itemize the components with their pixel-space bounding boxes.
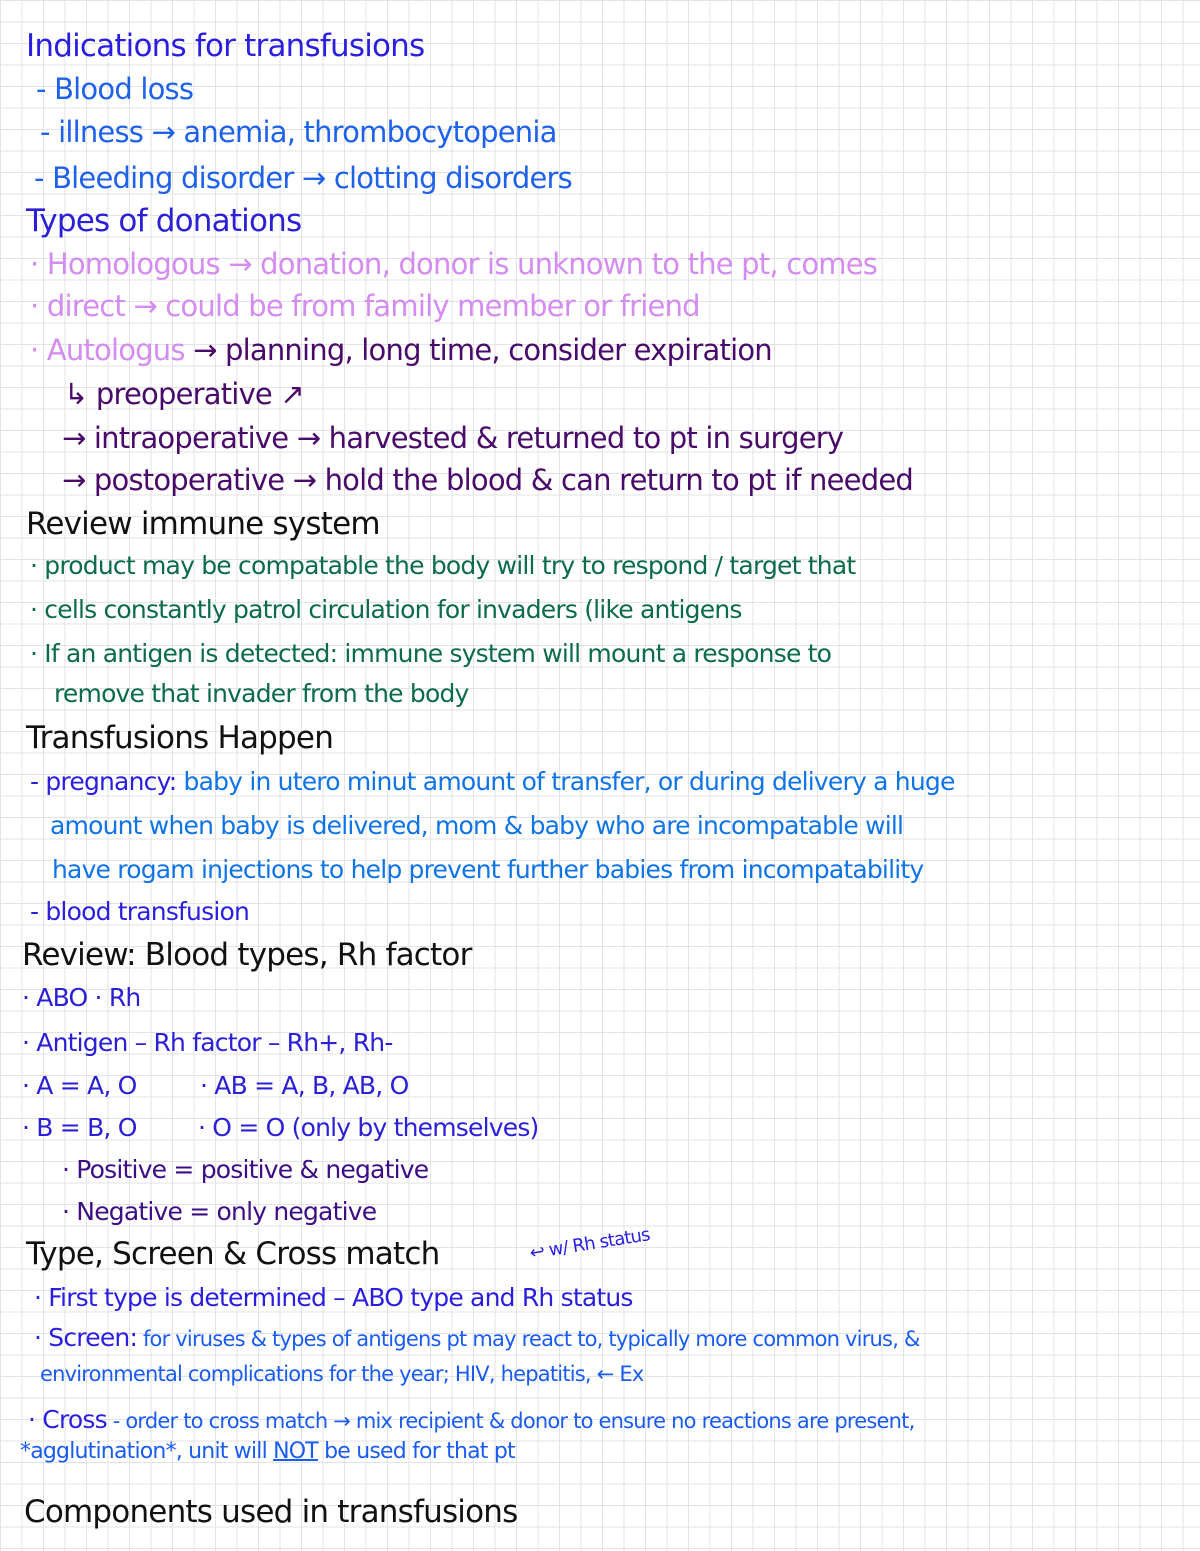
indications-item-3: - Bleeding disorder → clotting disorders	[34, 161, 572, 195]
happen-pregnancy-line-3: have rogam injections to help prevent further babies from incompatability	[52, 855, 924, 884]
donation-autologus	[30, 332, 772, 368]
happen-pregnancy	[30, 764, 955, 800]
pregnancy-text: baby in utero minut amount of transfer, or during delivery a huge	[176, 767, 955, 796]
bloodtypes-a: · A = A, O	[22, 1071, 137, 1100]
autologus-description: → planning, long time, consider expiration	[184, 333, 772, 367]
autologus-intraoperative: → intraoperative → harvested & returned to pt in surgery	[62, 421, 844, 455]
cross-text: - order to cross match → mix recipient & donor to ensure no reactions are present,	[106, 1409, 915, 1433]
autologus-postoperative: → postoperative → hold the blood & can return to pt if needed	[62, 463, 913, 497]
immune-heading: Review immune system	[26, 506, 380, 542]
cross-label: · Cross	[28, 1405, 107, 1434]
cross-not-underlined: NOT	[273, 1439, 318, 1464]
bloodtypes-o: · O = O (only by themselves)	[198, 1113, 539, 1142]
bloodtypes-b: · B = B, O	[22, 1113, 137, 1142]
immune-item-3-continued: remove that invader from the body	[54, 679, 469, 708]
immune-item-2: · cells constantly patrol circulation for invaders (like antigens	[30, 595, 742, 624]
typescreen-cross-line-2	[20, 1434, 515, 1470]
autologus-preoperative: ↳ preoperative ↗	[64, 377, 304, 411]
pregnancy-label: - pregnancy:	[30, 767, 177, 796]
immune-item-1: · product may be compatable the body will try to respond / target that	[30, 551, 856, 580]
indications-item-1: - Blood loss	[36, 72, 194, 106]
donations-heading: Types of donations	[26, 203, 302, 239]
cross-end: be used for that pt	[317, 1439, 515, 1464]
happen-pregnancy-line-2: amount when baby is delivered, mom & baby who are incompatable will	[50, 811, 904, 840]
bloodtypes-antigen: · Antigen – Rh factor – Rh+, Rh-	[22, 1028, 393, 1057]
typescreen-screen	[34, 1320, 920, 1357]
happen-blood-transfusion: - blood transfusion	[30, 897, 250, 926]
donation-direct: · direct → could be from family member or friend	[30, 289, 700, 323]
bloodtypes-negative: · Negative = only negative	[62, 1197, 377, 1226]
autologus-label: · Autologus	[30, 333, 185, 367]
indications-item-2: - illness → anemia, thrombocytopenia	[40, 115, 557, 149]
bloodtypes-positive: · Positive = positive & negative	[62, 1155, 429, 1184]
typescreen-screen-line-2: environmental complications for the year; HIV, hepatitis, ← Ex	[40, 1362, 644, 1386]
screen-text: for viruses & types of antigens pt may react to, typically more common virus, &	[137, 1327, 920, 1351]
typescreen-annotation: ↩ w/ Rh status	[528, 1224, 652, 1264]
immune-item-3: · If an antigen is detected: immune system will mount a response to	[30, 639, 832, 668]
donation-homologous: · Homologous → donation, donor is unknown to the pt, comes	[30, 247, 878, 281]
screen-label: · Screen:	[34, 1323, 138, 1352]
bloodtypes-ab: · AB = A, B, AB, O	[200, 1071, 409, 1100]
indications-heading: Indications for transfusions	[26, 28, 425, 64]
components-heading: Components used in transfusions	[24, 1494, 518, 1530]
cross-agglutination: *agglutination*, unit will	[20, 1439, 274, 1464]
bloodtypes-heading: Review: Blood types, Rh factor	[22, 937, 472, 973]
typescreen-heading: Type, Screen & Cross match	[26, 1236, 440, 1272]
typescreen-first: · First type is determined – ABO type and Rh status	[34, 1283, 633, 1312]
happen-heading: Transfusions Happen	[26, 720, 334, 756]
bloodtypes-abo-rh: · ABO · Rh	[22, 983, 141, 1012]
